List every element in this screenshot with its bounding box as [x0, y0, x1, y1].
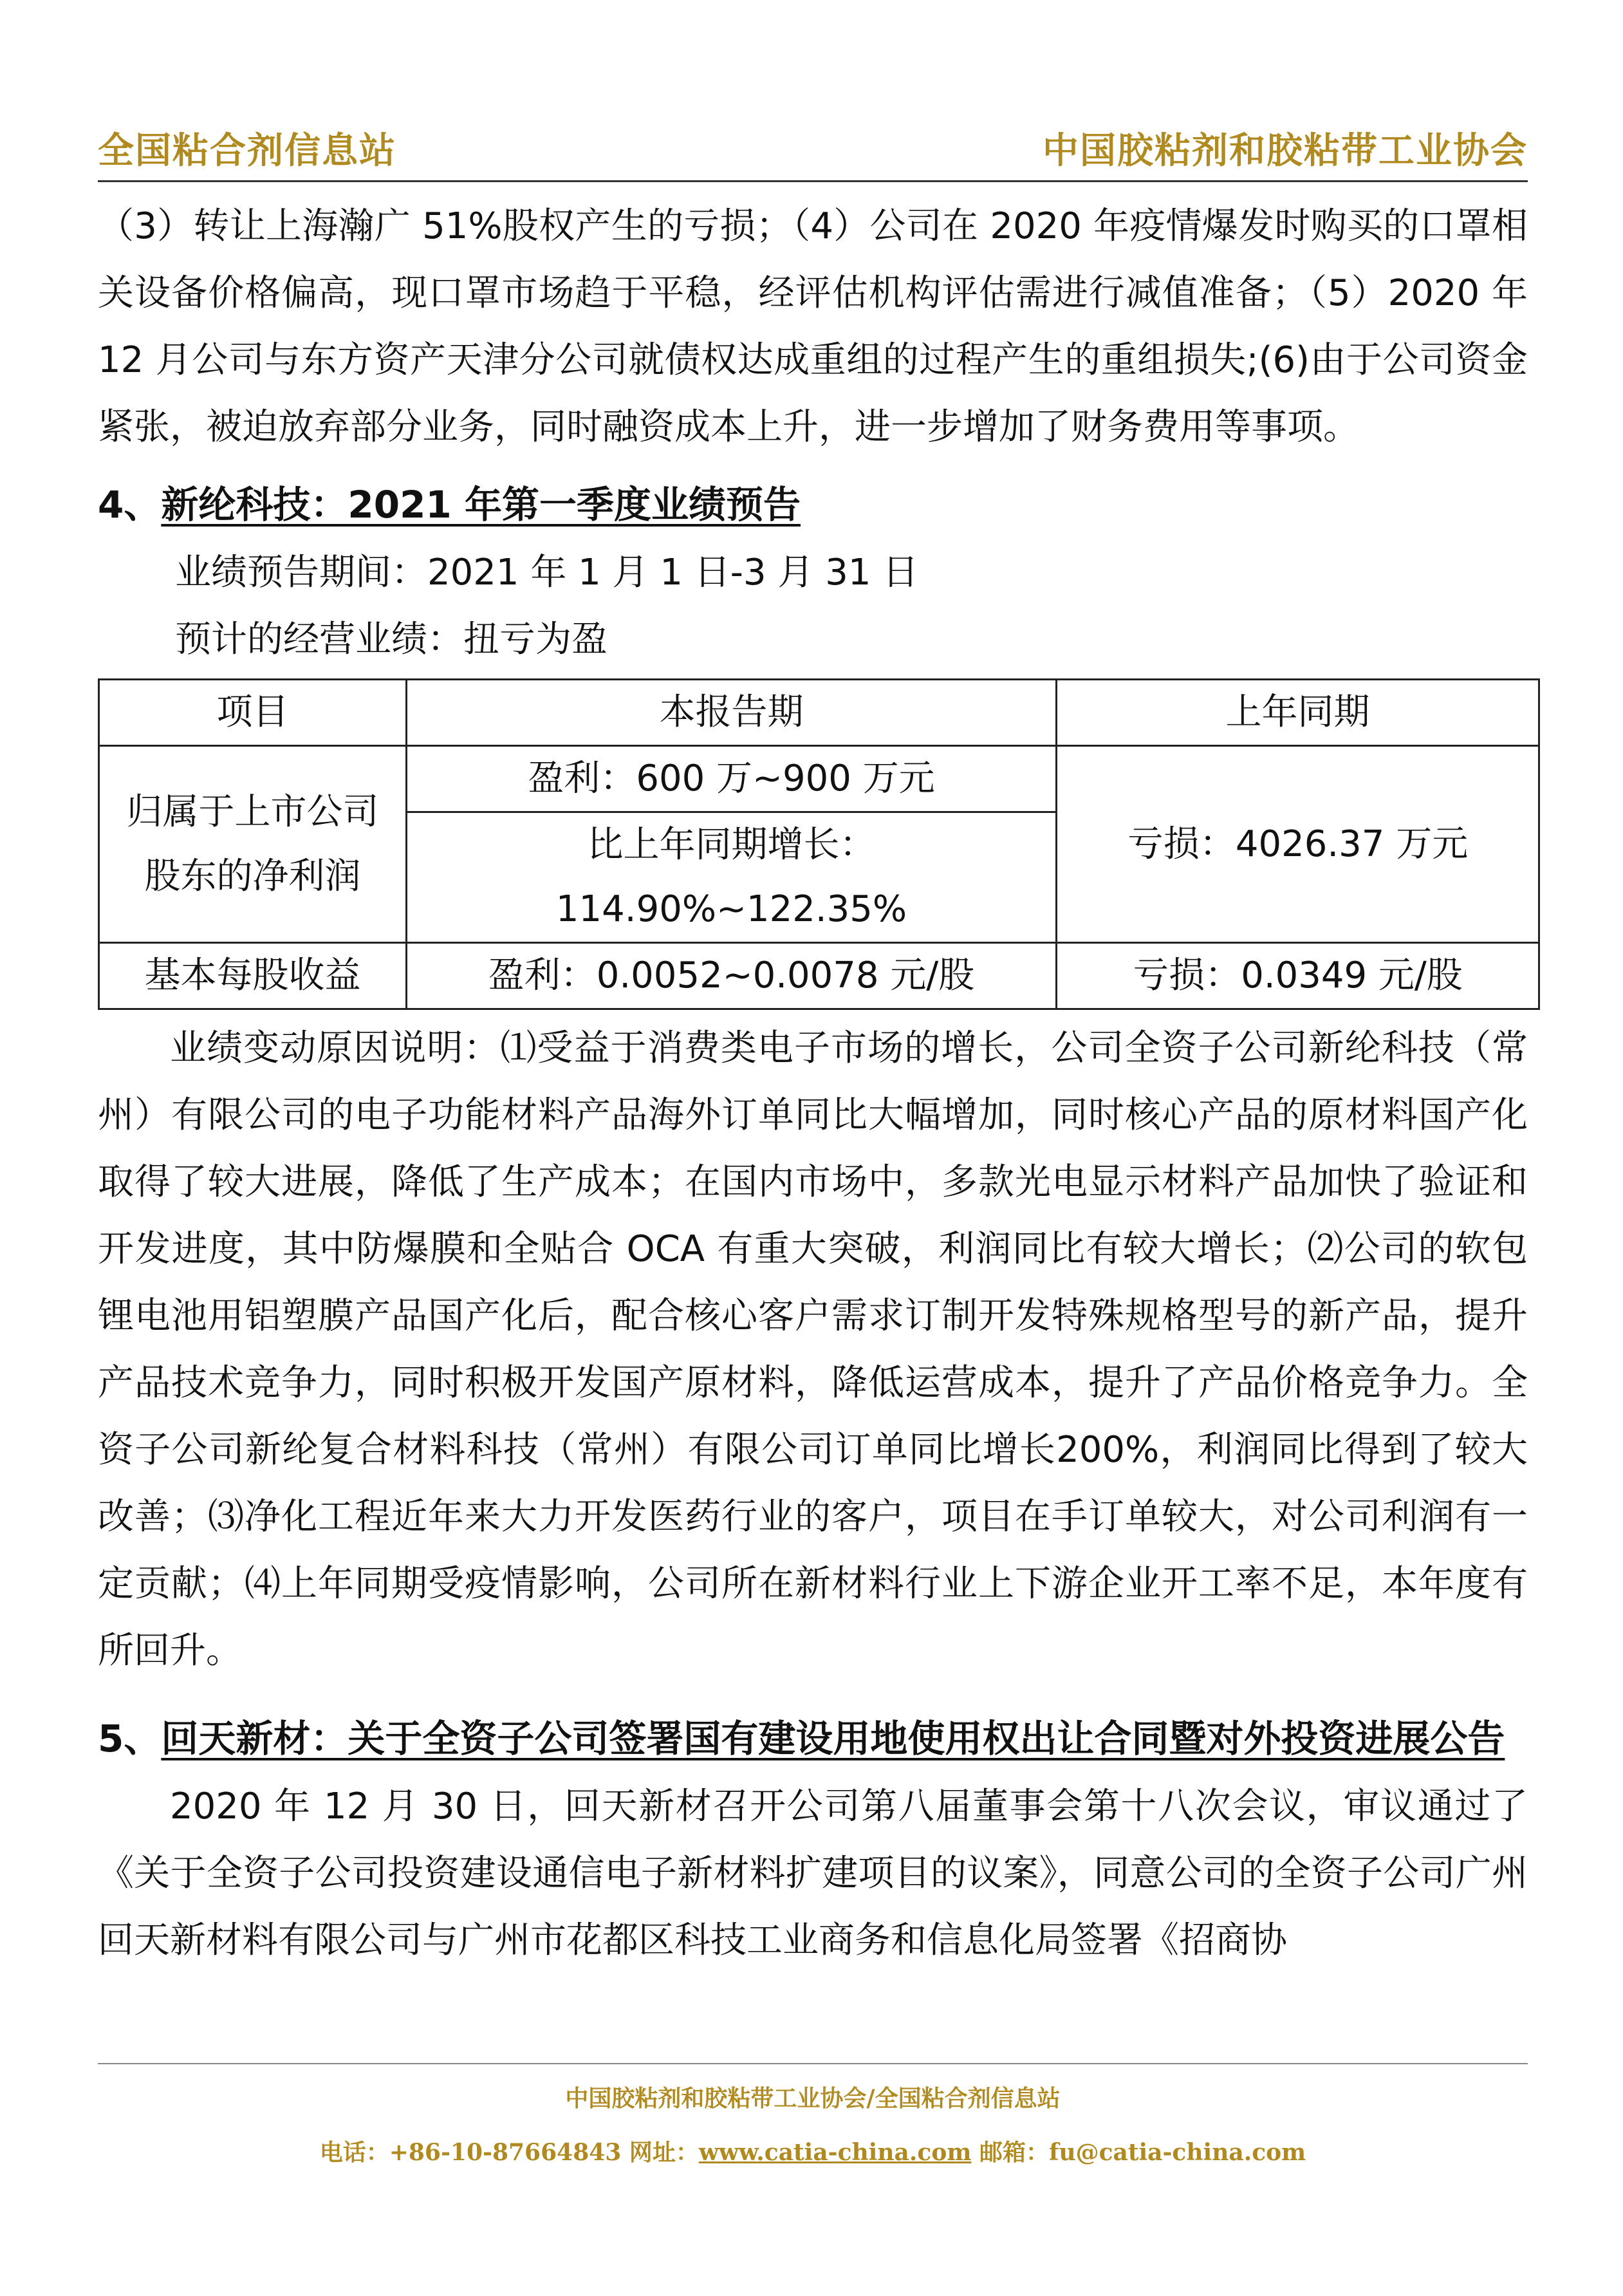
footer-tel: 电话：+86-10-87664843 网址：: [319, 2139, 699, 2166]
section-5-number: 5、: [98, 1717, 162, 1760]
footer-organization: 中国胶粘剂和胶粘带工业协会/全国粘合剂信息站: [565, 2085, 1061, 2112]
forecast-table: [98, 678, 1540, 1010]
table-cell-growth: [407, 812, 1057, 943]
section-4-heading: [98, 470, 1528, 539]
table-cell-prior: 亏损：0.0349 元/股: [1057, 943, 1539, 1009]
forecast-period: 业绩预告期间：2021 年 1 月 1 日-3 月 31 日: [175, 552, 919, 593]
page-header: [98, 109, 1528, 182]
header-left-title: 全国粘合剂信息站: [98, 129, 396, 172]
item-line: 股东的净利润: [144, 855, 361, 897]
table-cell-current: 盈利：600 万~900 万元: [407, 746, 1057, 812]
reason-paragraph: 业绩变动原因说明：⑴受益于消费类电子市场的增长，公司全资子公司新纶科技（常州）有限公司的电子功能材料产品海外订单同比大幅增加，同时核心产品的原材料国产化取得了较大进展，降低了生产成本；在国内市场中，多款光电显示材料产品加快了验证和开发进度，其中防爆膜和全贴合 OCA 有重大突破，利润同比有较大增长；⑵公司的软包锂电池用铝塑膜产品国产化后，配合核心客户需求订制开发特殊规格型号的新产品，提升产品技术竞争力，同时积极开发国产原材料，降低运营成本，提升了产品价格竞争力。全资子公司新纶复合材料科技（常州）有限公司订单同比增长200%，利润同比得到了较大改善；⑶净化工程近年来大力开发医药行业的客户，项目在手订单较大，对公司利润有一定贡献；⑷上年同期受疫情影响，公司所在新材料行业上下游企业开工率不足，本年度有所回升。: [98, 1027, 1528, 1672]
page-footer: [98, 2063, 1528, 2169]
expected-performance: 预计的经营业绩：扭亏为盈: [175, 619, 607, 660]
section-5-heading: [98, 1704, 1528, 1773]
table-row: [99, 746, 1539, 812]
intro-paragraph: （3）转让上海瀚广 51%股权产生的亏损；（4）公司在 2020 年疫情爆发时购买的口罩相关设备价格偏高，现口罩市场趋于平稳，经评估机构评估需进行减值准备；（5）2020 年 12 月公司与东方资产天津分公司就债权达成重组的过程产生的重组损失;(6)由于公司资金紧张，被迫放弃部分业务，同时融资成本上升，进一步增加了财务费用等事项。: [98, 205, 1528, 448]
header-right-title: 中国胶粘剂和胶粘带工业协会: [1043, 129, 1528, 172]
section-4-title: 新纶科技：2021 年第一季度业绩预告: [161, 483, 801, 527]
table-cell-item: [99, 746, 407, 943]
table-header-row: [99, 680, 1539, 746]
item-line: 归属于上市公司: [126, 790, 379, 833]
table-row: [99, 943, 1539, 1009]
growth-line: 114.90%~122.35%: [555, 888, 907, 930]
document-body: [98, 193, 1528, 1974]
footer-email: 邮箱：fu@catia-china.com: [971, 2139, 1306, 2166]
footer-contact: [98, 2136, 1528, 2169]
section-5-title: 回天新材：关于全资子公司签署国有建设用地使用权出让合同暨对外投资进展公告: [161, 1717, 1505, 1760]
footer-website-link[interactable]: www.catia-china.com: [698, 2139, 972, 2166]
table-header-cell: 本报告期: [407, 680, 1057, 746]
table-cell-current: 盈利：0.0052~0.0078 元/股: [407, 943, 1057, 1009]
table-cell-prior: 亏损：4026.37 万元: [1057, 746, 1539, 943]
growth-line: 比上年同期增长：: [587, 824, 876, 866]
table-header-cell: 项目: [99, 680, 407, 746]
section-4-number: 4、: [98, 483, 162, 527]
table-cell-item: 基本每股收益: [99, 943, 407, 1009]
table-header-cell: 上年同期: [1057, 680, 1539, 746]
section-5-paragraph: 2020 年 12 月 30 日，回天新材召开公司第八届董事会第十八次会议，审议通过了《关于全资子公司投资建设通信电子新材料扩建项目的议案》，同意公司的全资子公司广州回天新材料有限公司与广州市花都区科技工业商务和信息化局签署《招商协: [98, 1786, 1528, 1961]
